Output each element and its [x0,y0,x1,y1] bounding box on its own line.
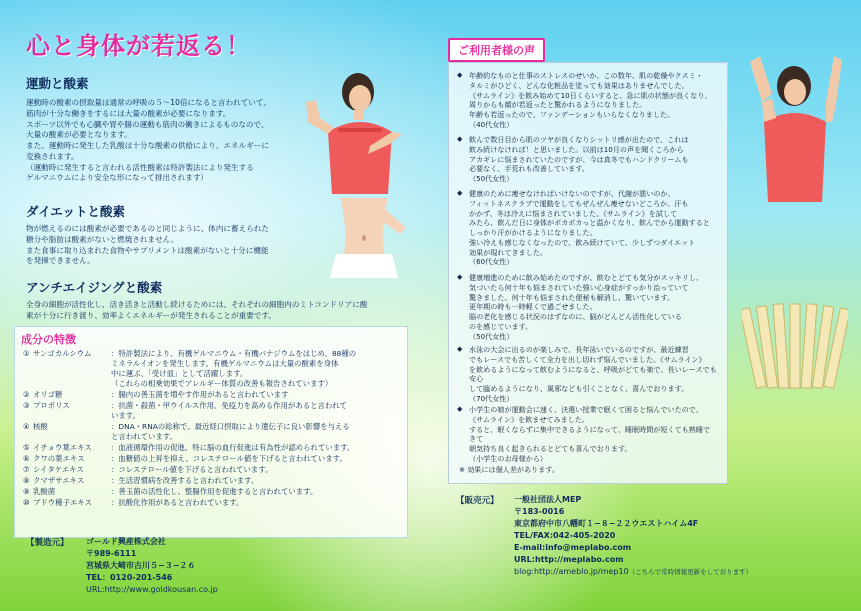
testimonial-text: 水泳の大会に出るのが楽しみで、長年泳いでいるのですが、最近練習 でもレースでも苦しくて全力を出し切れず悩んでいました。《サムライン》 を飲めるようになって飲むようになると、呼吸がどても楽で、長いレースでも安心 して臨めるようになり、風邪なども引くことなく、喜んでおります。 [469,345,717,394]
manufacturer-tel: TEL：0120-201-546 [86,573,173,582]
ingredient-desc: ：生活習慣病を改善すると言われています。 [111,475,259,485]
ingredient-row [23,476,403,486]
distributor-label: 【販売元】 [456,496,499,506]
manufacturer-label: 【製造元】 [26,538,69,548]
ingredient-name: オリゴ糖 [33,389,63,399]
antiaging-heading: アンチエイジングと酸素 [26,280,163,295]
woman-stretching-photo [742,42,846,202]
ingredient-row [23,349,403,389]
ingredient-row [23,422,403,442]
ingredient-num: ⑨ [23,486,30,496]
testimonial [457,71,717,130]
distributor-url[interactable]: URL:http://meplabo.com [514,555,624,564]
product-sticks-image [742,300,848,400]
diamond-bullet-icon: ◆ [457,273,463,281]
ingredient-num: ③ [23,400,30,410]
testimonial [457,189,717,267]
ingredients-box [14,326,408,538]
waist-photo [318,198,410,278]
ingredient-desc: ：DNA・RNAの総称で、最近経口摂取により遺伝子に良い影響を与える と言われています。 [111,421,350,441]
ingredient-desc: ：善玉菌の活性化し、整腸作用を促進すると言われています。 [111,486,318,496]
exercise-body: 運動時の酸素の摂取量は通常の呼吸の５〜10倍になると言われていて、 筋肉が十分な働きをするには大量の酸素が必要になります。 スポーツ以外でも心臓や胃や腸の運動も筋肉の働きによるものなので、 大量の酸素が必要となります。 また、運動時に発生した乳酸は十分な酸素の供給により、エネルギーに 変換されます。 （運動時に発生すると言われる活性酸素は特許製法により発生する ゲルマニウムにより安全な形になって排出されます） [26,98,271,183]
distributor-address: 東京都府中市八幡町１−８−２２ウエストハイム4F [514,519,699,528]
ingredient-num: ② [23,389,30,399]
testimonial-text: 健康のために痩せなければいけないのですが、代謝が悪いのか、 フィットネスクラブで運動をしてもぜんぜん痩せないどころか、汗も かかず、冬は冷えに悩まされていました。《サムライン》を試して みたら、飲んだ日に身体がポカポカっと温かくなり、飲んでから運動すると しっかり汗がかけるようになりました。 強い冷えも感じなくなったので、飲み続けていて、少しずつダイエット 効果が現れてきました。 [469,189,710,257]
ingredient-name: イチョウ葉エキス [33,442,92,452]
exercise-heading: 運動と酸素 [26,76,89,91]
diamond-bullet-icon: ◆ [457,345,463,353]
ingredient-desc: ：抗菌・殺菌・甲ウイルス作用、免疫力を高める作用があると言われて います。 [111,400,348,420]
ingredient-row [23,454,403,464]
ingredient-name: 核酸 [33,421,48,431]
ingredient-desc: ：特許製法により、有機ゲルマニウム・有機バナジウムをはじめ、88種の ミネラルイオンを発生します。有機ゲルマニウムは大量の酸素を身体 中に運ぶ、「受け皿」として活躍します。 （これらの相乗効果でアレルギー体質の改善も報告されています） [111,349,357,388]
ingredient-num: ⑤ [23,442,30,452]
ingredient-desc: ：腸内の善玉菌を増やす作用があると言われています [111,389,289,399]
manufacturer-url[interactable]: URL:http://www.goldkousan.co.jp [86,585,218,594]
testimonial-age: （60代女性） [469,257,514,267]
ingredient-row [23,465,403,475]
testimonial-age: （50代女性） [469,174,514,184]
diamond-bullet-icon: ◆ [457,189,463,197]
voices-heading: ご利用者様の声 [448,38,545,62]
testimonial-age: （40代女性） [469,119,514,129]
testimonial-text: 飲んで数日目から肌のツヤが良くなりシットリ感が出たので、これは 飲み続けなければ！と思いました。以前は10月の声を聞くころから アカギレに悩まされていたのですが、今は真冬でもハンドクリームも 必要なく、手荒れも改善しています。 [469,135,689,174]
voices-panel [448,62,728,484]
ingredient-num: ⑥ [23,453,30,463]
ingredient-row [23,401,403,421]
ingredient-name: クワの葉エキス [33,453,85,463]
ingredient-num: ⑩ [23,497,30,507]
testimonial-text: 年齢的なものと仕事のストレスのせいか、この数年、肌の乾燥やクスミ・ タルミがひどく、どんな化粧品を塗っても効果はありませんでした。 《サムライン》を飲み始めて10日くらいすると、急に肌の状態が良くなり、 周りからも顔が若返ったと驚かれるようになりました。 年齢も若返ったので、ファンデーションもいらなくなりました。 [469,71,712,120]
testimonial-text: 小学生の娘が運動会に速く、決選い授業で眠くて困ると悩んでいたので、 《サムライン》を飲ませてみました。 すると、眠くならずに集中できるようになって、睡眠時間が短くても熟睡できて 朝気持ち良く起きられるとどても喜んでおります。 [469,405,711,454]
woman-flexing-photo [298,62,418,194]
testimonial [457,345,717,404]
ingredient-num: ⑦ [23,464,30,474]
antiaging-body: 全身の細胞が活性化し、活き活きと活動し続けるためには、それぞれの細胞内のミトコンドリアに酸 素が十分に行き渡り、効率よくエネルギーが発生されることが重要です。 [26,300,368,320]
ingredient-row [23,498,403,508]
distributor-tel: TEL/FAX:042-405-2020 [514,531,616,540]
page-title: 心と身体が若返る！ [26,32,251,60]
ingredient-name: クマザサエキス [33,475,85,485]
disclaimer-note: ※ 効果には個人差があります。 [459,465,559,474]
ingredient-num: ⑧ [23,475,30,485]
ingredient-desc: ：血糖値の上昇を抑え、コレステロール値を下げると言われています。 [111,453,347,463]
ingredient-name: プロポリス [33,400,70,410]
diamond-bullet-icon: ◆ [457,405,463,413]
ingredient-name: シイタケエキス [33,464,84,474]
testimonial-age: （小学生のお母様から） [469,453,548,463]
distributor-zip: 〒183-0016 [514,507,565,516]
ingredient-num: ④ [23,421,30,431]
distributor-info [514,494,752,578]
diet-body: 物が燃えるのには酸素が必要であるのと同じように、体内に蓄えられた 糖分や脂肪は酸素がないと燃焼されません。 また食事に取り込まれた食物やサプリメントは酸素がないと十分に機能 を発揮できません。 [26,224,269,266]
ingredient-name: ブドウ種子エキス [33,497,92,507]
ingredients-list [23,349,403,509]
diamond-bullet-icon: ◆ [457,71,463,79]
ingredient-name: サンゴカルシウム [33,349,92,358]
distributor-company: 一般社団法人MEP [514,495,582,504]
testimonial-text: 健康増進のために飲み始めたのですが、飲むとどても気分がスッキリし、 気づいたら何十年も悩まされていた強い心身症がすっかり治っていて 驚きました。何十年も悩まされた便秘も解消し、驚いています。 更年期の時も一時軽くで過ごせました。 脳の老化を感じる状況のはずなのに、脳がどんどん活性化している のを感じています。 [469,273,704,331]
ingredients-heading: 成分の特徴 [21,333,76,346]
manufacturer-company: ゴールド興産株式会社 [86,537,166,546]
ingredient-row [23,443,403,453]
ingredient-num: ① [23,349,30,358]
diamond-bullet-icon: ◆ [457,135,463,143]
distributor-blog[interactable]: blog:http://ameblo.jp/mep10 [514,567,629,576]
testimonial-age: （50代女性） [469,331,514,341]
distributor-blog-note: （こちらで常時情報更新をしております） [628,568,753,576]
testimonial [457,273,717,341]
ingredient-row [23,487,403,497]
ingredient-desc: ：コレステロール値を下げると言われています。 [111,464,273,474]
testimonial-age: （70代女性） [469,393,514,403]
manufacturer-address: 宮城県大崎市古川５−３−２６ [86,561,196,570]
ingredient-desc: ：抗酸化作用があると言われています。 [111,497,244,507]
ingredient-name: 乳酸菌 [33,486,56,496]
testimonial [457,405,717,464]
ingredient-desc: ：血液循環作用の促進、特に脳の血行促進は有為性が認められています。 [111,442,355,452]
manufacturer-info [86,536,218,596]
manufacturer-zip: 〒989-6111 [86,549,137,558]
ingredient-row [23,390,403,400]
distributor-email[interactable]: E-mail:info@meplabo.com [514,543,632,552]
diet-heading: ダイエットと酸素 [26,204,126,219]
testimonial [457,135,717,184]
